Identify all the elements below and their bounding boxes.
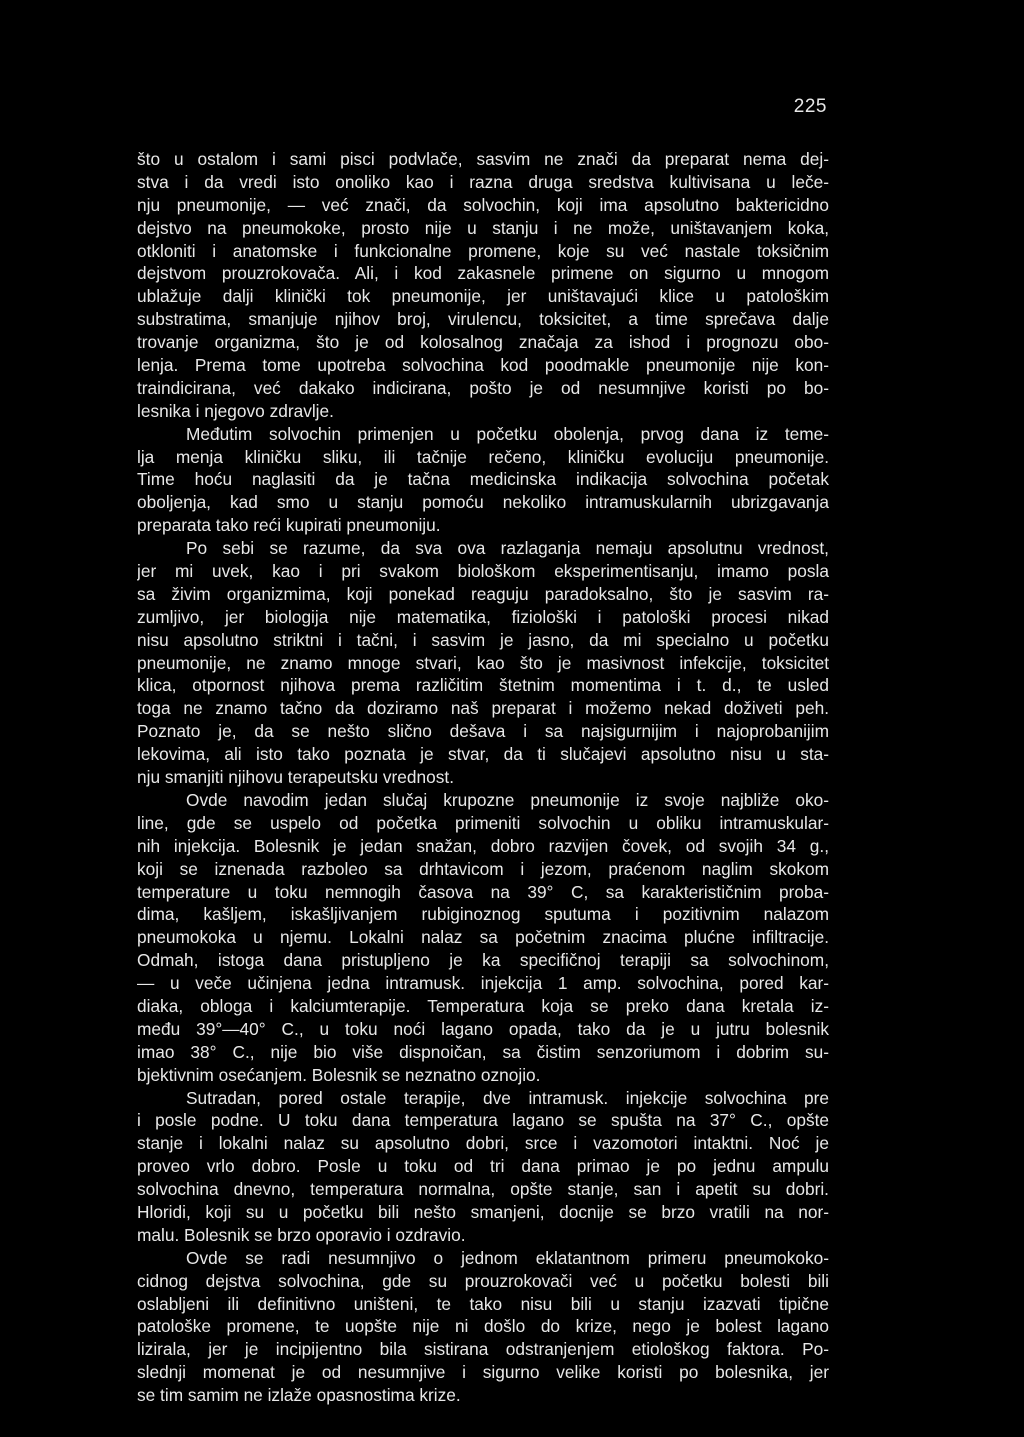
text-line: zumljivo, jer biologija nije matematika, fiziološki i patološki procesi nikad bbox=[137, 606, 829, 627]
text-line: sa živim organizmima, koji ponekad reaguju paradoksalno, što je sasvim ra- bbox=[137, 583, 829, 604]
text-line: preparata tako reći kupirati pneumoniju. bbox=[137, 515, 441, 536]
text-line: Sutradan, pored ostale terapije, dve intramusk. injekcije solvochina pre bbox=[186, 1087, 829, 1108]
text-line: — u veče učinjena jedna intramusk. injekcija 1 amp. solvochina, pored kar- bbox=[137, 973, 829, 994]
text-line: pneumokoka u njemu. Lokalni nalaz sa početnim znacima plućne infiltracije. bbox=[137, 927, 829, 948]
text-line: lekovima, ali isto tako poznata je stvar, da ti slučajevi apsolutno nisu u sta- bbox=[137, 744, 829, 765]
text-line: proveo vrlo dobro. Posle u toku od tri dana primao je po jednu ampulu bbox=[137, 1156, 829, 1177]
text-line: diaka, obloga i kalciumterapije. Temperatura koja se preko dana kretala iz- bbox=[137, 995, 829, 1016]
text-line: malu. Bolesnik se brzo oporavio i ozdravio. bbox=[137, 1224, 466, 1245]
text-line: lesnika i njegovo zdravlje. bbox=[137, 400, 334, 421]
text-line: lenja. Prema tome upotreba solvochina kod poodmakle pneumonije nije kon- bbox=[137, 355, 829, 376]
text-line: što u ostalom i sami pisci podvlače, sasvim ne znači da preparat nema dej- bbox=[137, 149, 829, 169]
text-line: patološke promene, te uopšte nije ni došlo do krize, nego je bolest lagano bbox=[137, 1316, 829, 1337]
text-line: lizirala, jer je incipijentno bila sistirana odstranjenjem etiološkog faktora. Po- bbox=[137, 1339, 829, 1360]
text-line: ublažuje dalji klinički tok pneumonije, jer uništavajući klice u patološkim bbox=[137, 286, 829, 307]
text-line: traindicirana, već dakako indicirana, pošto je od nesumnjive koristi po bo- bbox=[137, 377, 829, 398]
text-line: trovanje organizma, što je od kolosalnog značaja za ishod i prognozu obo- bbox=[137, 332, 829, 353]
text-line: toga ne znamo tačno da doziramo naš preparat i možemo nekad doživeti peh. bbox=[137, 698, 829, 719]
text-line: stanje i lokalni nalaz su apsolutno dobri, srce i vazomotori intaktni. Noć je bbox=[137, 1133, 829, 1154]
text-line: pneumonije, ne znamo mnoge stvari, kao što je masivnost infekcije, toksicitet bbox=[137, 652, 829, 673]
text-line: dima, kašljem, iskašljivanjem rubiginoznog sputuma i pozitivnim nalazom bbox=[137, 904, 829, 925]
page-number: 225 bbox=[793, 96, 827, 117]
text-line: među 39°—40° C., u toku noći lagano opada, tako da je u jutru bolesnik bbox=[137, 1018, 829, 1039]
text-line: dejstvom prouzrokovača. Ali, i kod zakasnele primene on sigurno u mnogom bbox=[137, 263, 829, 284]
text-line: temperature u toku nemnogih časova na 39° C, sa karakterističnim proba- bbox=[137, 881, 829, 902]
text-line: Međutim solvochin primenjen u početku obolenja, prvog dana iz teme- bbox=[186, 423, 829, 444]
text-line: koji se iznenada razboleo sa drhtavicom i jezom, praćenom naglim skokom bbox=[137, 858, 829, 879]
text-line: nih injekcija. Bolesnik je jedan snažan, dobro razvijen čovek, od svojih 34 g., bbox=[137, 835, 829, 856]
text-line: nisu apsolutno striktni i tačni, i sasvim je jasno, da mi specialno u početku bbox=[137, 629, 829, 650]
text-line: Po sebi se razume, da sva ova razlaganja nemaju apsolutnu vrednost, bbox=[186, 538, 829, 559]
text-line: otkloniti i anatomske i funkcionalne promene, koje su već nastale toksičnim bbox=[137, 240, 829, 261]
text-line: cidnog dejstva solvochina, gde su prouzrokovači već u početku bolesti bili bbox=[137, 1270, 829, 1291]
text-line: slednji momenat je od nesumnjive i sigurno velike koristi po bolesnika, jer bbox=[137, 1362, 829, 1383]
text-line: bjektivnim osećanjem. Bolesnik se neznatno oznojio. bbox=[137, 1064, 541, 1085]
text-line: substratima, smanjuje njihov broj, virulencu, toksicitet, a time sprečava dalje bbox=[137, 309, 829, 330]
text-line: oboljenja, kad smo u stanju pomoću nekoliko intramuskularnih ubrizgavanja bbox=[137, 492, 829, 513]
text-line: Hloridi, koji su u početku bili nešto smanjeni, docnije se brzo vratili na nor- bbox=[137, 1201, 829, 1222]
text-line: oslabljeni ili definitivno uništeni, te tako nisu bili u stanju izazvati tipične bbox=[137, 1293, 829, 1314]
text-line: stva i da vredi isto onoliko kao i razna druga sredstva kultivisana u leče- bbox=[137, 171, 829, 192]
text-line: nju pneumonije, — već znači, da solvochin, koji ima apsolutno baktericidno bbox=[137, 194, 829, 215]
text-line: Ovde navodim jedan slučaj krupozne pneumonije iz svoje najbliže oko- bbox=[186, 789, 829, 810]
text-line: Time hoću naglasiti da je tačna medicinska indikacija solvochina početak bbox=[137, 469, 829, 490]
text-line: Odmah, istoga dana pristupljeno je ka specifičnoj terapiji sa solvochinom, bbox=[137, 950, 829, 971]
text-line: nju smanjiti njihovu terapeutsku vrednost. bbox=[137, 767, 454, 788]
text-line: Ovde se radi nesumnjivo o jednom eklatantnom primeru pneumokoko- bbox=[186, 1247, 829, 1268]
text-line: klica, otpornost njihova prema različitim štetnim momentima i t. d., te usled bbox=[137, 675, 829, 696]
text-line: line, gde se uspelo od početka primeniti solvochin u obliku intramuskular- bbox=[137, 812, 829, 833]
text-line: imao 38° C., nije bio više dispnoičan, sa čistim senzoriumom i dobrim su- bbox=[137, 1041, 829, 1062]
document-body bbox=[137, 148, 829, 1407]
text-line: Poznato je, da se nešto slično dešava i sa najsigurnijim i najoprobanijim bbox=[137, 721, 829, 742]
text-line: se tim samim ne izlaže opasnostima krize. bbox=[137, 1385, 461, 1406]
text-line: solvochina dnevno, temperatura normalna, opšte stanje, san i apetit su dobri. bbox=[137, 1179, 829, 1200]
text-line: lja menja kliničku sliku, ili tačnije rečeno, kliničku evoluciju pneumonije. bbox=[137, 446, 829, 467]
text-line: dejstvo na pneumokoke, prosto nije u stanju i ne može, uništavanjem koka, bbox=[137, 217, 829, 238]
text-line: jer mi uvek, kao i pri svakom biološkom eksperimentisanju, imamo posla bbox=[137, 561, 829, 582]
text-line: i posle podne. U toku dana temperatura lagano se spušta na 37° C., opšte bbox=[137, 1110, 829, 1131]
